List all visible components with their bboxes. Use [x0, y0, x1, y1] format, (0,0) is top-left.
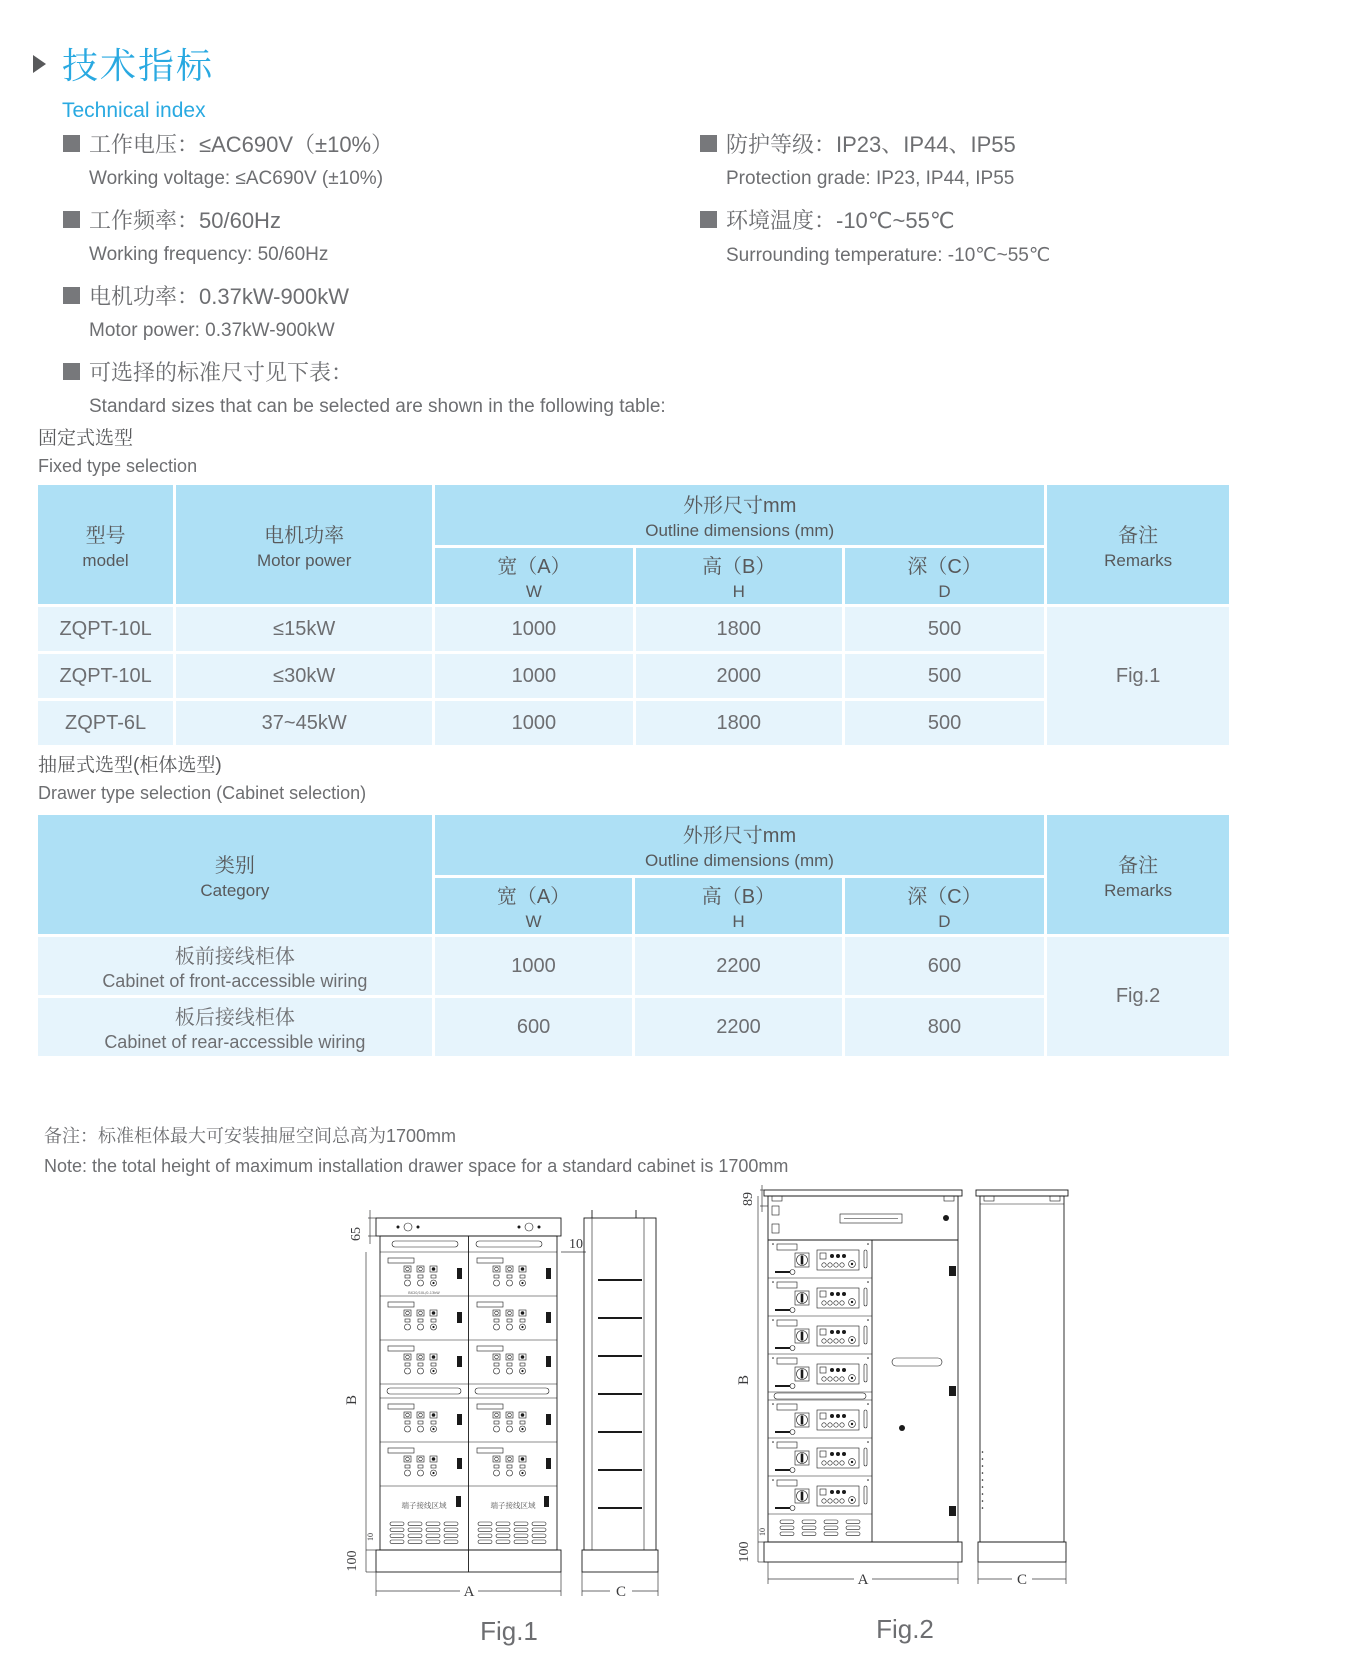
- cell-depth: 800: [845, 998, 1044, 1056]
- bullet-square-icon: [63, 287, 80, 304]
- cell-remarks: Fig.2: [1047, 937, 1229, 1056]
- fig1-dim-100: 100: [345, 1550, 360, 1572]
- cell-depth: 600: [845, 937, 1044, 995]
- cell-power: 37~45kW: [176, 701, 432, 745]
- fig1-terminal-label: 端子接线区域: [490, 1501, 536, 1510]
- cell-power: ≤30kW: [176, 654, 432, 698]
- col-header-depth: 深（C） D: [845, 548, 1044, 604]
- table-note: [44, 1122, 788, 1177]
- fig2-dim-10: 10: [758, 1528, 767, 1536]
- spec-column-right: [700, 128, 1303, 356]
- cell-model: ZQPT-10L: [38, 607, 173, 651]
- bullet-square-icon: [700, 211, 717, 228]
- cell-height: 2200: [635, 998, 841, 1056]
- fig2-dim-C: C: [1016, 1572, 1028, 1588]
- cell-height: 2200: [635, 937, 841, 995]
- arrow-right-icon: [33, 55, 46, 73]
- col-header-width: 宽（A） W: [435, 548, 632, 604]
- spec-en-text: Standard sizes that can be selected are shown in the following table:: [89, 396, 666, 417]
- cell-remarks: Fig.1: [1047, 607, 1229, 745]
- cell-width: 1000: [435, 701, 632, 745]
- col-header-remarks: 备注 Remarks: [1047, 815, 1229, 934]
- cell-model: ZQPT-6L: [38, 701, 173, 745]
- spec-en-text: Motor power: 0.37kW-900kW: [89, 320, 335, 341]
- col-header-model: 型号 model: [38, 485, 173, 604]
- fig1-terminal-area: [390, 1496, 549, 1544]
- col-header-motor-power: 电机功率 Motor power: [176, 485, 432, 604]
- bullet-square-icon: [63, 135, 80, 152]
- fig2-dim-A: A: [857, 1572, 869, 1588]
- fig2-caption: Fig.2: [876, 1614, 934, 1644]
- fig1-caption: Fig.1: [480, 1616, 538, 1646]
- table-note-cn: 备注：标准柜体最大可安装抽屉空间总高为1700mm: [44, 1126, 457, 1146]
- spec-en-text: Working frequency: 50/60Hz: [89, 244, 329, 265]
- cell-category: 板前接线柜体 Cabinet of front-accessible wiring: [38, 937, 432, 995]
- fig1-drawer-code: BX20/10L/0-13kW: [408, 1291, 440, 1295]
- spec-cn-text: 防护等级：IP23、IP44、IP55: [726, 132, 1016, 157]
- spec-en-text: Surrounding temperature: -10℃~55℃: [726, 245, 1051, 266]
- spec-motor-power: [63, 280, 700, 342]
- spec-standard-sizes: [63, 356, 666, 432]
- spec-working-voltage: [63, 128, 700, 190]
- spec-cn-text: 电机功率：0.37kW-900kW: [89, 284, 349, 309]
- col-header-outline-dimensions: 外形尺寸mm Outline dimensions (mm): [435, 485, 1044, 545]
- col-header-height: 高（B） H: [635, 878, 841, 934]
- cell-width: 1000: [435, 607, 632, 651]
- spec-cn-text: 工作电压：≤AC690V（±10%）: [89, 132, 394, 157]
- col-header-height: 高（B） H: [636, 548, 842, 604]
- fixed-table-label: [38, 423, 197, 477]
- fig2-door: [892, 1266, 956, 1516]
- spec-column-left: [63, 128, 700, 356]
- drawer-table-label: [38, 750, 366, 804]
- fig1-dim-10-vent: 10: [366, 1533, 375, 1541]
- col-header-width: 宽（A） W: [435, 878, 633, 934]
- cell-height: 2000: [636, 654, 842, 698]
- bullet-square-icon: [63, 363, 80, 380]
- fig1-dim-65: 65: [349, 1227, 364, 1241]
- cell-power: ≤15kW: [176, 607, 432, 651]
- fixed-table-label-cn: 固定式选型: [38, 428, 134, 449]
- spec-en-text: Working voltage: ≤AC690V (±10%): [89, 168, 384, 189]
- spec-cn-text: 工作频率：50/60Hz: [89, 208, 281, 233]
- col-header-remarks: 备注 Remarks: [1047, 485, 1229, 604]
- bullet-square-icon: [700, 135, 717, 152]
- fig2-dim-89: 89: [741, 1192, 756, 1206]
- spec-cn-text: 环境温度：-10℃~55℃: [726, 208, 955, 233]
- page-title-cn: 技术指标: [62, 45, 215, 86]
- fig1-drawing: [336, 1200, 682, 1612]
- spec-list: [63, 128, 1303, 356]
- drawer-table-label-en: Drawer type selection (Cabinet selection): [38, 783, 367, 803]
- fig2-side-view: [976, 1190, 1068, 1588]
- cell-category: 板后接线柜体 Cabinet of rear-accessible wiring: [38, 998, 432, 1056]
- fig2-drawing: [732, 1180, 1078, 1610]
- cell-height: 1800: [636, 607, 842, 651]
- fig1-dim-B: B: [344, 1394, 360, 1406]
- col-header-category: 类别 Category: [38, 815, 432, 934]
- bullet-square-icon: [63, 211, 80, 228]
- fig2-dim-B: B: [736, 1374, 752, 1386]
- cell-model: ZQPT-10L: [38, 654, 173, 698]
- spec-working-frequency: [63, 204, 700, 266]
- spec-en-text: Protection grade: IP23, IP44, IP55: [726, 168, 1015, 189]
- spec-cn-text: 可选择的标准尺寸见下表：: [89, 360, 354, 385]
- fig1-dim-A: A: [463, 1584, 475, 1600]
- fixed-table-label-en: Fixed type selection: [38, 456, 198, 476]
- fig1-front-view: [376, 1218, 561, 1572]
- drawer-type-table: [35, 812, 1232, 1059]
- table-row: [38, 607, 1229, 651]
- figure-1: [336, 1200, 682, 1647]
- table-row: [38, 937, 1229, 995]
- col-header-depth: 深（C） D: [845, 878, 1044, 934]
- fig1-vent-grid: [390, 1522, 546, 1544]
- page-header: [33, 38, 214, 123]
- fig1-side-view: [582, 1210, 658, 1600]
- spec-protection-grade: [700, 128, 1303, 190]
- fig2-dimensions: [736, 1185, 958, 1588]
- col-header-outline-dimensions: 外形尺寸mm Outline dimensions (mm): [435, 815, 1044, 875]
- fig2-dim-100: 100: [737, 1541, 752, 1563]
- fig1-dim-10: 10: [569, 1237, 583, 1252]
- cell-width: 1000: [435, 937, 633, 995]
- cell-depth: 500: [845, 607, 1044, 651]
- fig1-terminal-label: 端子接线区域: [401, 1501, 447, 1510]
- spec-surrounding-temperature: [700, 204, 1303, 267]
- cell-width: 1000: [435, 654, 632, 698]
- cell-height: 1800: [636, 701, 842, 745]
- fig2-vent-grid: [780, 1520, 860, 1536]
- fig2-front-view: [764, 1190, 962, 1562]
- cell-width: 600: [435, 998, 633, 1056]
- fig1-dim-C: C: [615, 1584, 627, 1600]
- cell-depth: 500: [845, 701, 1044, 745]
- figures-area: [336, 1180, 1078, 1647]
- cell-depth: 500: [845, 654, 1044, 698]
- table-note-en: Note: the total height of maximum installation drawer space for a standard cabinet is 1700mm: [44, 1156, 789, 1176]
- fixed-type-table: [35, 482, 1232, 748]
- figure-2: [732, 1180, 1078, 1647]
- page-title-en: Technical index: [62, 99, 206, 122]
- drawer-table-label-cn: 抽屉式选型(柜体选型): [38, 755, 222, 776]
- fig2-drawer-units: [768, 1243, 872, 1514]
